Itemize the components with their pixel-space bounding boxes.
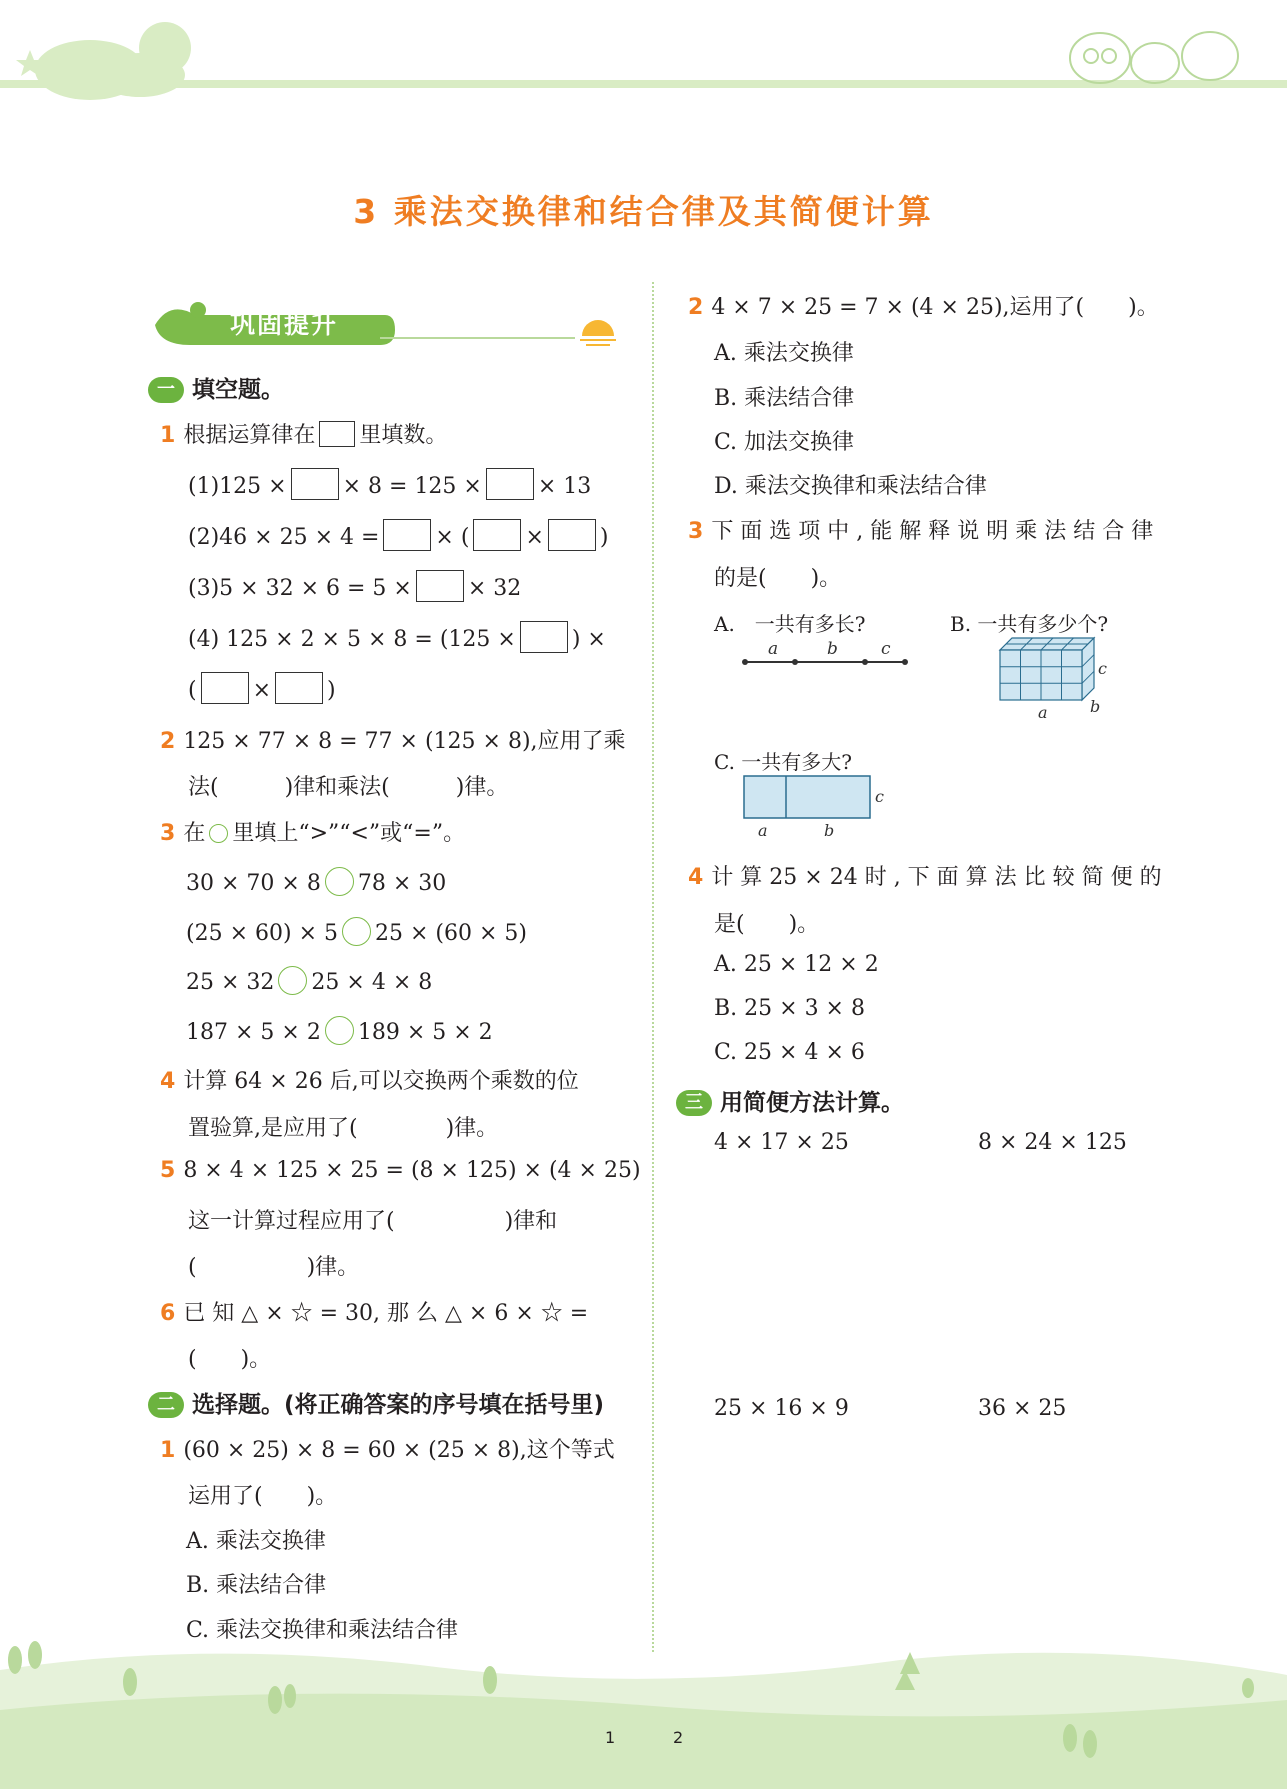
question-text: 计算 64 × 26 后,可以交换两个乘数的位 [183,1069,579,1094]
expr: × 32 [467,576,522,601]
question-number: 3 [688,519,704,544]
question-1-2-line2: 法( )律和乘法( )律。 [188,775,509,800]
question-number: 1 [160,1438,176,1463]
question-number: 4 [160,1069,176,1094]
expr: (1)125 × [188,474,287,499]
page-number-left: 1 [605,1728,616,1747]
compare-circle[interactable] [325,1016,354,1045]
section-badge: 三 [676,1090,712,1116]
answer-box[interactable] [486,468,534,500]
question-1-4 [160,1064,579,1095]
option-item: A. 乘法交换律 [714,341,854,366]
question-text: (60 × 25) × 8 = 60 × (25 × 8),这个等式 [183,1438,615,1463]
question-text: 里填上“>”“<”或“=”。 [232,821,466,846]
segment-line-diagram [735,636,915,676]
option-item: A. 乘法交换律 [186,1529,326,1554]
section-title: 选择题。(将正确答案的序号填在括号里) [192,1392,605,1418]
circle-icon [209,824,228,843]
expr: 25 × 4 × 8 [311,970,433,995]
option-item: C. 乘法交换律和乘法结合律 [186,1618,459,1643]
compare-row [186,867,446,896]
q1-part-2 [188,519,608,551]
question-1-6-line2: ( )。 [188,1347,272,1372]
label-a: a [758,821,768,840]
question-2-3-line2: 的是( )。 [714,566,842,591]
question-number: 1 [160,423,176,448]
question-1-4-line2: 置验算,是应用了( )律。 [188,1116,499,1141]
calc-item: 25 × 16 × 9 [714,1396,849,1421]
question-text: 125 × 77 × 8 = 77 × (125 × 8),应用了乘 [183,729,626,754]
question-1-5-line3: ( )律。 [188,1255,360,1280]
banner-graphic [150,290,630,350]
label-b: b [827,639,838,659]
answer-box[interactable] [291,468,339,500]
q1-part-1 [188,468,591,500]
calc-item: 8 × 24 × 125 [978,1130,1127,1155]
option-c-label: C. 一共有多大? [714,750,853,774]
option-item: B. 乘法结合律 [714,386,855,411]
answer-box[interactable] [383,519,431,551]
expr: ) × [571,627,606,652]
calc-item: 36 × 25 [978,1396,1067,1421]
question-number: 2 [160,729,176,754]
expr: 78 × 30 [357,871,447,896]
question-1-5 [160,1158,641,1183]
option-a-label: A. 一共有多长? [714,612,866,636]
section-three-header [676,1084,904,1117]
expr: 187 × 5 × 2 [186,1020,321,1045]
label-b: b [1090,697,1101,716]
question-text: 4 × 7 × 25 = 7 × (4 × 25),运用了( )。 [711,295,1159,320]
label-c: c [881,639,891,659]
compare-circle[interactable] [342,917,371,946]
question-text: 下 面 选 项 中 , 能 解 释 说 明 乘 法 结 合 律 [711,519,1154,544]
compare-row [186,1016,493,1045]
rectangle-diagram [738,772,888,842]
expr: (3)5 × 32 × 6 = 5 × [188,576,412,601]
hills-decoration [0,1640,1287,1789]
question-2-4-line2: 是( )。 [714,912,820,937]
section-title: 填空题。 [192,377,284,403]
question-2-3 [688,514,1153,545]
expr: ( [188,678,197,703]
option-item: B. 乘法结合律 [186,1573,327,1598]
expr: 25 × 32 [186,970,275,995]
question-1-3 [160,816,465,847]
option-item: C. 加法交换律 [714,430,855,455]
option-item: B. 25 × 3 × 8 [714,996,865,1021]
question-2-4 [688,860,1162,891]
section-title: 用简便方法计算。 [720,1090,904,1116]
question-number: 2 [688,295,704,320]
section-badge: 二 [148,1392,184,1418]
banner-label: 巩固提升 [230,310,339,339]
question-number: 6 [160,1301,176,1326]
expr: (4) 125 × 2 × 5 × 8 = (125 × [188,627,516,652]
expr: ) [327,678,336,703]
expr: (25 × 60) × 5 [186,921,338,946]
expr: 189 × 5 × 2 [357,1020,493,1045]
expr: × [525,525,544,550]
label-c: c [1098,659,1107,678]
option-item: C. 25 × 4 × 6 [714,1040,865,1065]
expr: ) [599,525,609,550]
label-b: b [824,821,835,840]
question-1-2 [160,724,626,755]
option-b-label: B. 一共有多少个? [950,612,1109,636]
question-1-5-line2: 这一计算过程应用了( )律和 [188,1209,558,1234]
answer-box[interactable] [520,621,568,653]
answer-box[interactable] [548,519,596,551]
compare-row [186,917,527,946]
question-number: 5 [160,1158,176,1183]
question-2-1-line2: 运用了( )。 [188,1484,338,1509]
answer-box[interactable] [201,672,249,704]
expr: 30 × 70 × 8 [186,871,321,896]
expr: × ( [435,525,470,550]
question-1-6 [160,1296,588,1327]
cube-diagram [990,628,1120,728]
question-text: 里填数。 [359,423,448,448]
animal-mascots-decoration [1055,18,1255,88]
answer-box[interactable] [473,519,521,551]
q1-part-3 [188,570,521,602]
expr: × 8 = 125 × [342,474,482,499]
label-c: c [875,787,884,806]
option-item: D. 乘法交换律和乘法结合律 [714,474,987,499]
expr: 25 × (60 × 5) [375,921,527,946]
calc-item: 4 × 17 × 25 [714,1130,849,1155]
question-number: 3 [160,821,176,846]
label-a: a [768,639,779,659]
compare-circle[interactable] [278,966,307,995]
expr: (2)46 × 25 × 4 = [188,525,380,550]
question-1-1 [160,418,447,449]
q1-part-4-cont [188,672,336,704]
section-one-header [148,371,284,404]
page-title: 3 乘法交换律和结合律及其简便计算 [353,192,934,231]
question-text: 在 [183,821,206,846]
answer-box[interactable] [275,672,323,704]
question-2-1 [160,1433,615,1464]
section-two-header [148,1386,604,1419]
column-divider [652,282,654,1652]
question-2-2 [688,290,1159,321]
section-badge: 一 [148,377,184,403]
question-text: 8 × 4 × 125 × 25 = (8 × 125) × (4 × 25) [183,1158,641,1183]
answer-box[interactable] [416,570,464,602]
option-item: A. 25 × 12 × 2 [714,952,879,977]
expr: × [252,678,272,703]
q1-part-4 [188,621,606,653]
blank-box [319,421,355,447]
compare-row [186,966,432,995]
page-number-right: 2 [673,1728,684,1747]
sun-cloud-decoration [0,0,220,100]
compare-circle[interactable] [325,867,354,896]
question-number: 4 [688,865,704,890]
expr: × 13 [537,474,592,499]
question-text: 计 算 25 × 24 时 , 下 面 算 法 比 较 简 便 的 [711,865,1162,890]
question-text: 已 知 △ × ☆ = 30, 那 么 △ × 6 × ☆ = [183,1301,589,1326]
question-text: 根据运算律在 [183,423,316,448]
label-a: a [1038,703,1048,722]
